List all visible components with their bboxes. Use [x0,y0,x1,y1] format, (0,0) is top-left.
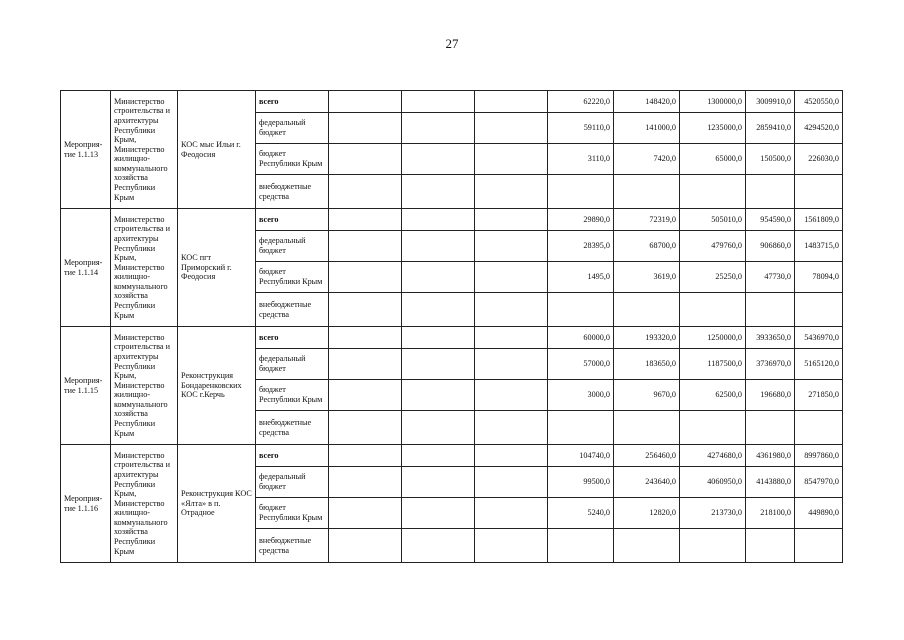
empty-cell [402,144,475,175]
value-cell: 1561809,0 [795,209,843,231]
value-cell: 29890,0 [548,209,614,231]
empty-cell [329,262,402,293]
empty-cell [402,231,475,262]
value-cell [746,411,795,445]
empty-cell [475,209,548,231]
empty-cell [402,467,475,498]
value-cell: 104740,0 [548,445,614,467]
value-cell [680,175,746,209]
empty-cell [402,91,475,113]
empty-cell [329,445,402,467]
value-cell [795,529,843,563]
value-cell: 256460,0 [614,445,680,467]
empty-cell [475,445,548,467]
value-cell: 3000,0 [548,380,614,411]
empty-cell [402,498,475,529]
value-cell: 193320,0 [614,327,680,349]
value-cell: 449890,0 [795,498,843,529]
empty-cell [475,113,548,144]
value-cell: 906860,0 [746,231,795,262]
funding-source-cell: внебюджетные средства [256,529,329,563]
responsible-org-cell: Министерство строительства и архитектуры Республики Крым, Министерство жилищно-коммунального хозяйства Республики Крым [111,91,178,209]
value-cell [746,529,795,563]
value-cell [746,175,795,209]
value-cell [795,293,843,327]
funding-source-cell: федеральный бюджет [256,231,329,262]
empty-cell [402,327,475,349]
empty-cell [329,175,402,209]
value-cell [680,411,746,445]
empty-cell [329,209,402,231]
empty-cell [402,411,475,445]
value-cell: 148420,0 [614,91,680,113]
responsible-org-cell: Министерство строительства и архитектуры Республики Крым, Министерство жилищно-коммунального хозяйства Республики Крым [111,209,178,327]
empty-cell [402,175,475,209]
value-cell: 3619,0 [614,262,680,293]
value-cell: 2859410,0 [746,113,795,144]
value-cell [614,411,680,445]
funding-source-cell: всего [256,445,329,467]
measure-code-cell: Мероприя-тие 1.1.14 [61,209,111,327]
empty-cell [402,380,475,411]
responsible-org-cell: Министерство строительства и архитектуры Республики Крым, Министерство жилищно-коммунального хозяйства Республики Крым [111,327,178,445]
value-cell: 4143880,0 [746,467,795,498]
empty-cell [475,349,548,380]
value-cell: 57000,0 [548,349,614,380]
value-cell: 3110,0 [548,144,614,175]
empty-cell [475,411,548,445]
empty-cell [475,380,548,411]
value-cell [548,175,614,209]
object-cell: Реконструкция Бондаренковских КОС г.Керчь [178,327,256,445]
empty-cell [475,144,548,175]
value-cell: 4060950,0 [680,467,746,498]
empty-cell [475,175,548,209]
value-cell: 4274680,0 [680,445,746,467]
value-cell: 4294520,0 [795,113,843,144]
funding-source-cell: внебюджетные средства [256,411,329,445]
funding-source-cell: бюджет Республики Крым [256,262,329,293]
table-row [61,91,843,113]
empty-cell [402,262,475,293]
value-cell [680,293,746,327]
table-row [61,445,843,467]
measure-code-cell: Мероприя-тие 1.1.13 [61,91,111,209]
value-cell: 62500,0 [680,380,746,411]
value-cell: 47730,0 [746,262,795,293]
empty-cell [402,445,475,467]
value-cell: 25250,0 [680,262,746,293]
value-cell: 68700,0 [614,231,680,262]
value-cell: 5436970,0 [795,327,843,349]
value-cell: 3736970,0 [746,349,795,380]
value-cell: 60000,0 [548,327,614,349]
empty-cell [475,467,548,498]
value-cell: 1250000,0 [680,327,746,349]
value-cell [746,293,795,327]
value-cell: 243640,0 [614,467,680,498]
value-cell: 65000,0 [680,144,746,175]
empty-cell [475,529,548,563]
value-cell: 271850,0 [795,380,843,411]
table-row [61,209,843,231]
funding-source-cell: федеральный бюджет [256,349,329,380]
funding-source-cell: всего [256,91,329,113]
empty-cell [329,113,402,144]
value-cell: 4520550,0 [795,91,843,113]
table-row [61,327,843,349]
value-cell [548,293,614,327]
value-cell: 226030,0 [795,144,843,175]
value-cell: 5240,0 [548,498,614,529]
value-cell: 72319,0 [614,209,680,231]
value-cell [614,293,680,327]
empty-cell [329,91,402,113]
value-cell: 59110,0 [548,113,614,144]
funding-source-cell: внебюджетные средства [256,293,329,327]
value-cell: 3933650,0 [746,327,795,349]
object-cell: Реконструкция КОС «Ялта» в п. Отрадное [178,445,256,563]
value-cell: 62220,0 [548,91,614,113]
table-body [61,91,843,563]
value-cell: 505010,0 [680,209,746,231]
value-cell: 8547970,0 [795,467,843,498]
empty-cell [329,327,402,349]
empty-cell [402,529,475,563]
value-cell [614,529,680,563]
value-cell: 1483715,0 [795,231,843,262]
measure-code-cell: Мероприя-тие 1.1.15 [61,327,111,445]
empty-cell [402,113,475,144]
object-cell: КОС мыс Ильи г. Феодосия [178,91,256,209]
empty-cell [475,262,548,293]
value-cell: 9670,0 [614,380,680,411]
empty-cell [329,349,402,380]
value-cell: 5165120,0 [795,349,843,380]
funding-source-cell: бюджет Республики Крым [256,144,329,175]
funding-source-cell: всего [256,327,329,349]
value-cell [795,175,843,209]
object-cell: КОС пгт Приморский г. Феодосия [178,209,256,327]
value-cell: 12820,0 [614,498,680,529]
funding-source-cell: федеральный бюджет [256,113,329,144]
empty-cell [329,231,402,262]
funding-source-cell: бюджет Республики Крым [256,380,329,411]
value-cell: 4361980,0 [746,445,795,467]
responsible-org-cell: Министерство строительства и архитектуры Республики Крым, Министерство жилищно-коммунального хозяйства Республики Крым [111,445,178,563]
empty-cell [402,293,475,327]
empty-cell [329,467,402,498]
value-cell: 150500,0 [746,144,795,175]
value-cell: 28395,0 [548,231,614,262]
value-cell: 479760,0 [680,231,746,262]
empty-cell [329,411,402,445]
financing-table [60,90,843,563]
empty-cell [475,498,548,529]
funding-source-cell: всего [256,209,329,231]
empty-cell [329,529,402,563]
value-cell: 8997860,0 [795,445,843,467]
value-cell [795,411,843,445]
funding-source-cell: федеральный бюджет [256,467,329,498]
empty-cell [329,144,402,175]
value-cell: 78094,0 [795,262,843,293]
value-cell: 3009910,0 [746,91,795,113]
funding-source-cell: внебюджетные средства [256,175,329,209]
value-cell: 1495,0 [548,262,614,293]
value-cell [614,175,680,209]
value-cell [548,529,614,563]
empty-cell [475,293,548,327]
value-cell: 196680,0 [746,380,795,411]
value-cell: 1235000,0 [680,113,746,144]
empty-cell [329,498,402,529]
empty-cell [475,327,548,349]
empty-cell [329,380,402,411]
page-number: 27 [445,36,459,51]
value-cell [680,529,746,563]
value-cell: 1300000,0 [680,91,746,113]
value-cell [548,411,614,445]
value-cell: 954590,0 [746,209,795,231]
value-cell: 7420,0 [614,144,680,175]
value-cell: 213730,0 [680,498,746,529]
value-cell: 1187500,0 [680,349,746,380]
empty-cell [402,209,475,231]
empty-cell [475,91,548,113]
funding-source-cell: бюджет Республики Крым [256,498,329,529]
empty-cell [329,293,402,327]
value-cell: 218100,0 [746,498,795,529]
measure-code-cell: Мероприя-тие 1.1.16 [61,445,111,563]
value-cell: 99500,0 [548,467,614,498]
empty-cell [475,231,548,262]
value-cell: 183650,0 [614,349,680,380]
value-cell: 141000,0 [614,113,680,144]
empty-cell [402,349,475,380]
